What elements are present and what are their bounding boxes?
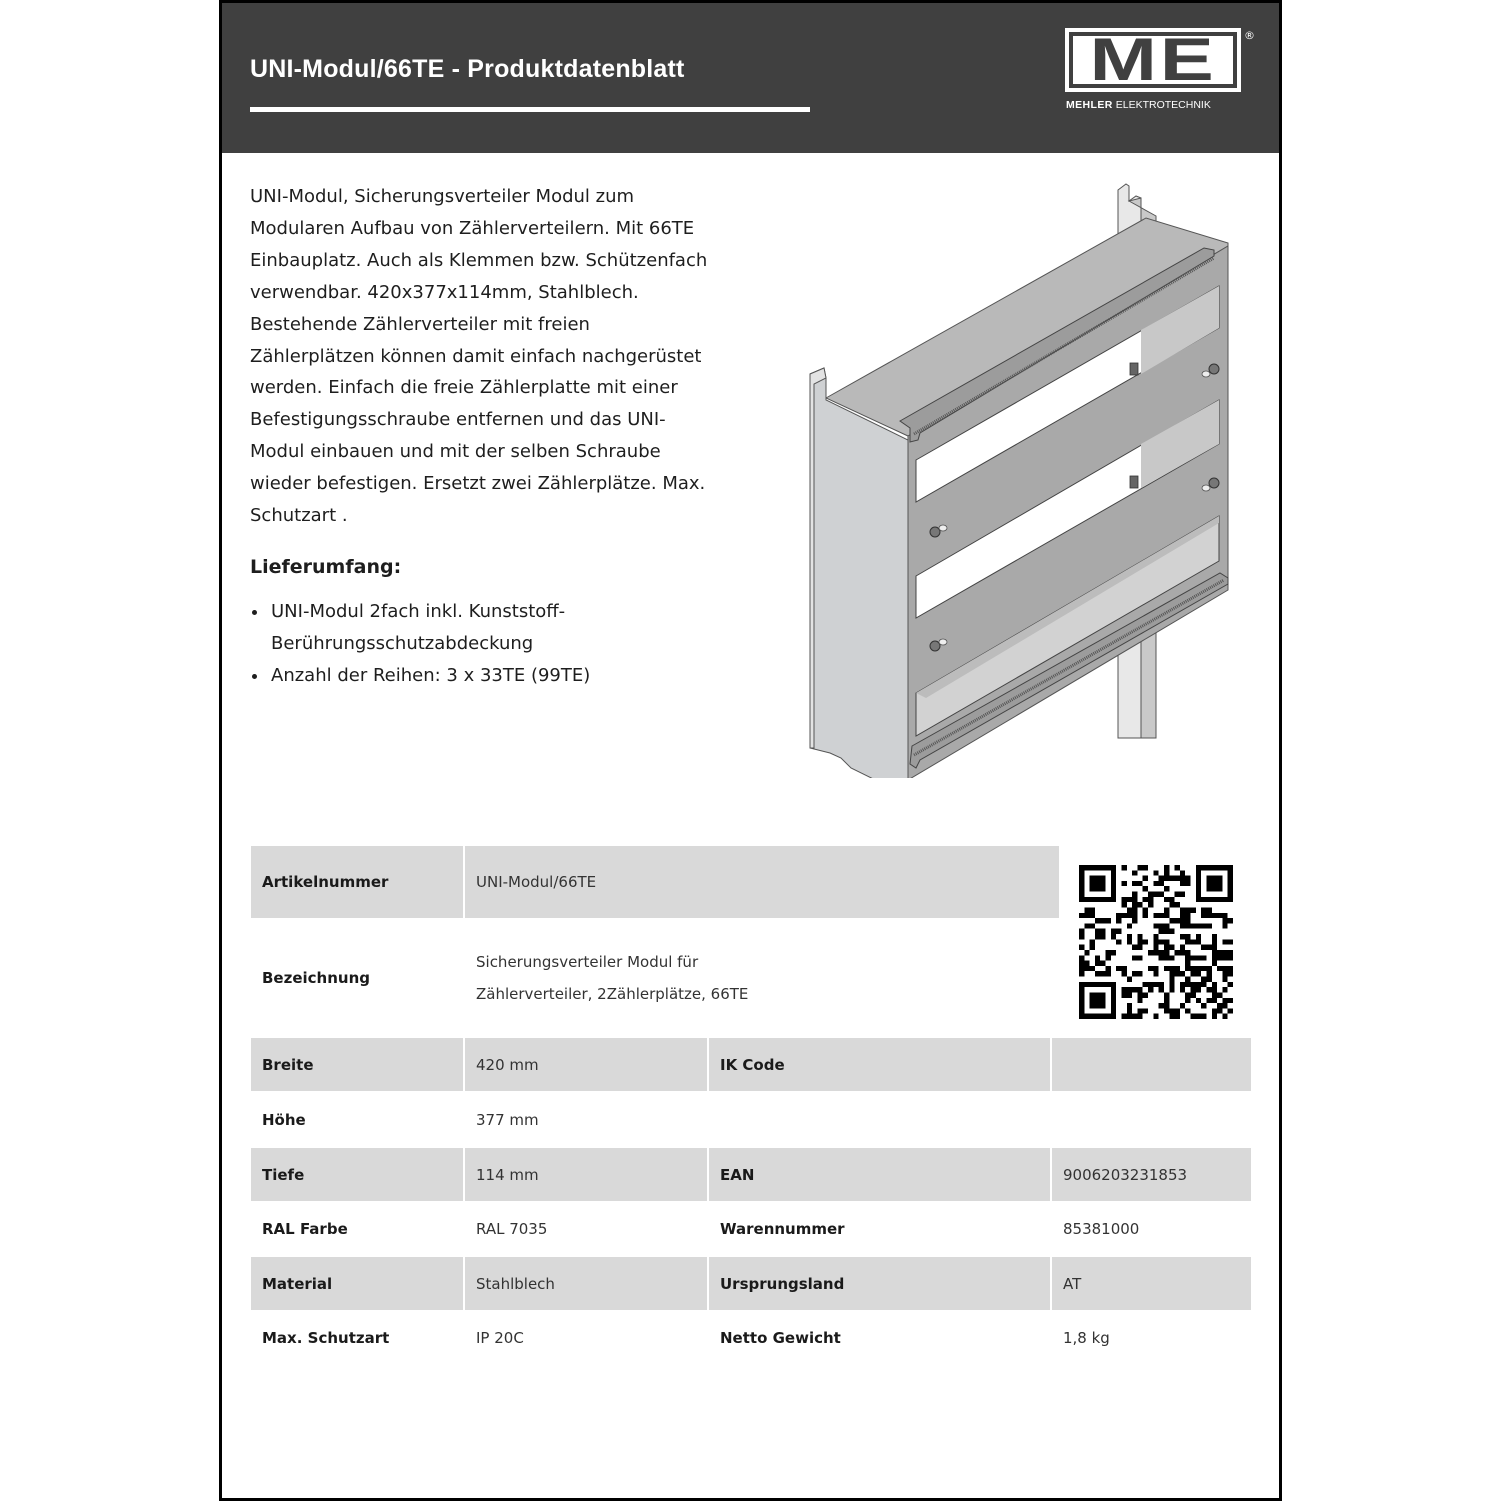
spec-label-secondary-text: EAN (720, 1165, 755, 1184)
spec-label (251, 1093, 463, 1146)
datasheet-page (219, 0, 1282, 1501)
spec-label-secondary-text: Warennummer (720, 1219, 845, 1238)
spec-value-line: Zählerverteiler, 2Zählerplätze, 66TE (476, 985, 749, 1003)
spec-value-secondary-text: 1,8 kg (1063, 1328, 1110, 1347)
spec-label-secondary-text: IK Code (720, 1055, 785, 1074)
spec-label-secondary (709, 1038, 1050, 1091)
spec-label (251, 1202, 463, 1255)
spec-label-artikelnummer (251, 846, 463, 918)
spec-value-text: 377 mm (476, 1110, 539, 1129)
spec-value (465, 1093, 707, 1146)
scope-item (250, 660, 670, 692)
spec-label (251, 1148, 463, 1201)
spec-label-text: Breite (262, 1055, 314, 1074)
description-line: Zählerplätzen können damit einfach nachgerüstet (250, 345, 702, 367)
spec-value-text: Stahlblech (476, 1274, 555, 1293)
spec-label-secondary (709, 1202, 1050, 1255)
spec-value-secondary (1052, 1093, 1251, 1146)
description-line: UNI-Modul, Sicherungsverteiler Modul zum (250, 186, 635, 207)
spec-value-secondary (1052, 1202, 1251, 1255)
description-line: Einbauplatz. Auch als Klemmen bzw. Schützenfach (250, 249, 708, 271)
spec-label (251, 1311, 463, 1364)
spec-value-secondary (1052, 1257, 1251, 1310)
scope-item-line: UNI-Modul 2fach inkl. Kunststoff- (271, 601, 566, 622)
spec-label-text: Material (262, 1274, 333, 1293)
scope-heading: Lieferumfang: (250, 556, 402, 578)
description-line: Befestigungsschraube entfernen und das UNI- (250, 409, 666, 431)
spec-label-secondary-text: Netto Gewicht (720, 1328, 841, 1347)
spec-label-text: Tiefe (262, 1165, 305, 1184)
spec-value-text: RAL 7035 (476, 1219, 548, 1238)
title-underline (250, 107, 810, 112)
logo-brand: MEHLER (1066, 99, 1113, 111)
spec-value-text: 420 mm (476, 1055, 539, 1074)
spec-value-secondary (1052, 1311, 1251, 1364)
scope-list (250, 596, 670, 692)
spec-label-secondary (709, 1093, 1050, 1146)
spec-value-text: 114 mm (476, 1165, 539, 1184)
logo-brand-text (1066, 99, 1211, 111)
spec-value-secondary-text: AT (1063, 1274, 1082, 1293)
description-line: verwendbar. 420x377x114mm, Stahlblech. (250, 281, 639, 303)
spec-label-secondary (709, 1311, 1050, 1364)
spec-value (465, 1148, 707, 1201)
spec-label-secondary (709, 1148, 1050, 1201)
scope-item (250, 596, 670, 660)
mehler-logo (1065, 28, 1241, 92)
description-line: Schutzart . (250, 505, 348, 527)
spec-label (251, 1038, 463, 1091)
page-title: UNI-Modul/66TE - Produktdatenblatt (250, 55, 685, 83)
spec-label-text: Max. Schutzart (262, 1328, 390, 1347)
spec-value-bezeichnung (465, 920, 1059, 1036)
scope-item-line: Anzahl der Reihen: 3 x 33TE (99TE) (271, 665, 591, 686)
spec-label-secondary-text: Ursprungsland (720, 1274, 845, 1293)
description-line: Modul einbauen und mit der selben Schraube (250, 441, 661, 463)
spec-label-text: RAL Farbe (262, 1219, 348, 1238)
registered-mark: ® (1244, 29, 1255, 42)
spec-label-secondary (709, 1257, 1050, 1310)
spec-value (465, 1038, 707, 1091)
description-line: wieder befestigen. Ersetzt zwei Zählerplätze. Max. (250, 473, 706, 495)
logo-mark: ME (1089, 26, 1217, 93)
spec-value-secondary-text: 9006203231853 (1063, 1165, 1188, 1184)
spec-value (465, 1311, 707, 1364)
spec-value-line: Sicherungsverteiler Modul für (476, 953, 699, 971)
description-line: werden. Einfach die freie Zählerplatte mit einer (250, 377, 678, 399)
spec-value-secondary (1052, 1038, 1251, 1091)
spec-label-text: Bezeichnung (262, 969, 370, 987)
spec-value (465, 1202, 707, 1255)
spec-label-text: Höhe (262, 1110, 306, 1129)
header-bar (222, 3, 1279, 153)
product-illustration-icon (796, 178, 1236, 778)
spec-value-artikelnummer (465, 846, 1059, 918)
spec-value (465, 1257, 707, 1310)
scope-item-line: Berührungsschutzabdeckung (271, 633, 534, 654)
spec-label-bezeichnung (251, 920, 463, 1036)
spec-value-secondary-text: 85381000 (1063, 1219, 1140, 1238)
spec-value-secondary (1052, 1148, 1251, 1201)
logo-box (1073, 26, 1233, 93)
product-description (250, 181, 760, 532)
qr-code-icon (1079, 865, 1233, 1019)
description-line: Bestehende Zählerverteiler mit freien (250, 313, 590, 335)
spec-label-text: Artikelnummer (262, 873, 389, 891)
spec-value-text: IP 20C (476, 1328, 524, 1347)
logo-brand-suffix: ELEKTROTECHNIK (1115, 99, 1211, 111)
spec-value-text: UNI-Modul/66TE (476, 873, 597, 891)
spec-label (251, 1257, 463, 1310)
description-line: Modularen Aufbau von Zählerverteilern. Mit 66TE (250, 217, 695, 239)
